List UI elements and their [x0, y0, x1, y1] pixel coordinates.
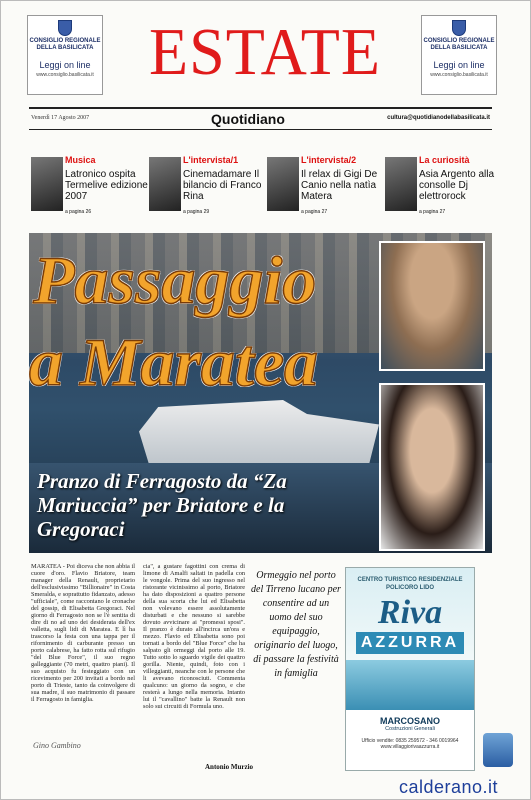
watermark-site: calderano.it [399, 777, 499, 797]
article-column-2 [143, 563, 245, 759]
teaser-category: Musica [65, 155, 96, 165]
issue-date: Venerdì 17 Agosto 2007 [31, 115, 90, 121]
hero-photo [29, 233, 492, 553]
ad-phone: Ufficio vendite: 0835 259572 - 346 0019964 [361, 738, 459, 744]
ad-site: www.villaggiorivaazzurra.it [380, 744, 440, 750]
hero-subtitle: Pranzo di Ferragosto da “Za Mariuccia” per Briatore e la Gregoraci [37, 469, 287, 541]
teaser-category: L'intervista/1 [183, 155, 239, 165]
teaser-photo [149, 157, 181, 211]
ad-name-azzurra: AZZURRA [356, 632, 464, 654]
article-text: MARATEA - Poi diceva che non abbia il cuore d'oro. Flavio Briatore, team manager della Renault, proprietario dell'esclusivissimo "Billionaire" in Costa Smeralda, e soprattutto fidanzato, adesso "ufficiale", come raccontano le cronache del gossip, di Elisabetta Gregoraci. Nel giorno di Ferragosto non se l'è sentita di dire di no ad uno dei desiderata dell'ex valletta, sugli lidi di Maratea. E lì ha trascorso la festa con una tappa per il rifornimento di carburante presso un porto calabrese, ha fatto rotta sul rifugio "del Blue Force", il suo regno galleggiante (70 metri, quattro piani). Il suo acquisto fu festeggiato con un ricevimento per 200 invitati a bordo nel porto di Trieste, tanto da coinvolgere di sua madre, il suo matrimonio di passare il Ferragosto in famiglia. [31, 563, 135, 703]
crest-icon [58, 20, 72, 36]
teaser-page: a pagina 27 [301, 209, 328, 215]
teaser-headline: Asia Argento alla consolle Dj elettrorock [419, 169, 495, 202]
pull-quote: Ormeggio nel porto del Tirreno lucano per consentire ad un uomo del suo equipaggio, originario del luogo, di passare la festività in famiglia [251, 570, 341, 679]
hero-title-line2: a Maratea [29, 324, 318, 400]
teaser-page: a pagina 26 [65, 209, 92, 215]
teaser-intervista-2[interactable] [267, 151, 385, 221]
teaser-headline: Latronico ospita Termelive edizione 2007 [65, 169, 148, 202]
header-rule [29, 129, 492, 130]
consiglio-url: www.consiglio.basilicata.it [36, 72, 94, 78]
consiglio-name: CONSIGLIO REGIONALE DELLA BASILICATA [29, 38, 101, 51]
riva-azzurra-ad[interactable] [345, 567, 475, 771]
leggi-online: Leggi on line [39, 60, 91, 70]
ad-brand: MARCOSANO [380, 716, 440, 726]
consiglio-ad-left[interactable] [27, 15, 103, 95]
header-rule [29, 107, 492, 109]
teaser-musica[interactable] [31, 151, 149, 221]
edition-name: Quotidiano [211, 111, 285, 127]
teaser-curiosita[interactable] [385, 151, 495, 221]
article-author: Antonio Murzio [205, 763, 254, 771]
teaser-page: a pagina 27 [419, 209, 446, 215]
masthead-title: ESTATE [149, 14, 381, 89]
teaser-page: a pagina 29 [183, 209, 210, 215]
consiglio-ad-right[interactable] [421, 15, 497, 95]
leggi-online: Leggi on line [433, 60, 485, 70]
ad-brand-sub: Costruzioni Generali [385, 726, 435, 732]
hero-title-line1: Passaggio [33, 242, 317, 318]
consiglio-name: CONSIGLIO REGIONALE DELLA BASILICATA [423, 38, 495, 51]
signature: Gino Gambino [33, 741, 81, 750]
article-column-1 [31, 563, 135, 739]
briatore-photo [379, 241, 485, 371]
article-text: cia", a gustare fagottini con crema di limone di Amalfi saltati in padella con le vongole. Prima del suo ingresso nel ristorante vicinissimo al porto, Briatore ha dato disposizioni a quattro persone della sua scorta che lui ed Elisabetta non volevano essere assolutamente disturbati e che nessuno si sarebbe dovuto avvicinare ai "promessi sposi". Il pranzo è durato all'incirca un'ora e mezzo. Flavio ed Elisabetta sono poi tornati a bordo del "Blue Force" che ha salpato gli ormeggi dal porto alle 19. Tutto sotto lo sguardo vigile dei quattro gorilla. Niente, quindi, foto con i villeggianti, neanche con le persone che li avevano riconosciuti. Commenta qualcuno: un giorno da sogno, e che resterà a lungo nella memoria. Intanto lui il "cavallino" batte la Renault non solo sui circuiti di Formula uno. [143, 563, 245, 710]
contact-email: cultura@quotidianodellabasilicata.it [387, 115, 490, 121]
consiglio-url: www.consiglio.basilicata.it [430, 72, 488, 78]
teaser-photo [385, 157, 417, 211]
teaser-headline: Cinemadamare Il bilancio di Franco Rina [183, 169, 262, 202]
regional-logo-icon [483, 733, 513, 767]
yacht-image [139, 393, 379, 463]
ad-sea-image [346, 660, 474, 710]
teaser-category: L'intervista/2 [301, 155, 357, 165]
teaser-photo [31, 157, 63, 211]
teaser-headline: Il relax di Gigi De Canio nella natìa Matera [301, 169, 378, 202]
ad-center: CENTRO TURISTICO RESIDENZIALE POLICORO LIDO [357, 577, 463, 591]
crest-icon [452, 20, 466, 36]
teaser-category: La curiosità [419, 155, 470, 165]
teaser-intervista-1[interactable] [149, 151, 267, 221]
gregoraci-photo [379, 383, 485, 551]
teaser-photo [267, 157, 299, 211]
ad-name-riva: Riva [377, 594, 443, 631]
